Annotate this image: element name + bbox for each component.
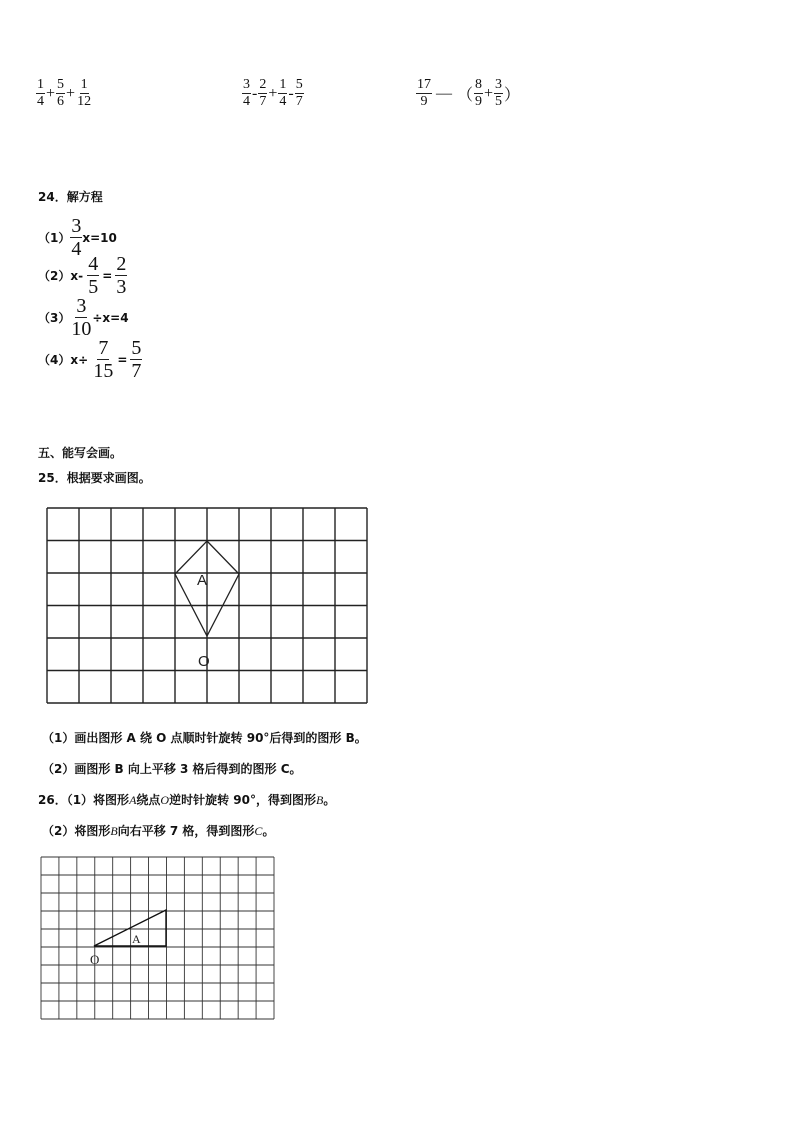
q24-item-2: （2） x- $\frac{4}{5}$ = $\frac{2}{3}$ <box>38 253 127 298</box>
q25-sub1: （1）画出图形 A 绕 O 点顺时针旋转 90°后得到的图形 B。 <box>42 731 367 745</box>
fraction: $\frac{5}{6}$ <box>57 77 65 109</box>
q24-item-3: （3） $\frac{3}{10}$ ÷x=4 <box>38 295 129 340</box>
q26-line2: （2）将图形B向右平移 7 格，得到图形C。 <box>42 824 275 838</box>
q25-sub2: （2）画图形 B 向上平移 3 格后得到的图形 C。 <box>42 762 302 776</box>
fraction: $\frac{3}{5}$ <box>495 77 503 109</box>
section5-title: 五、能写会画。 <box>38 446 123 460</box>
q24-item-1: （1） $\frac{3}{4}$ x=10 <box>38 215 117 260</box>
q25-title: 25．根据要求画图。 <box>38 471 151 485</box>
fraction: $\frac{3}{4}$ <box>243 77 250 109</box>
figure-a-triangle <box>94 910 166 946</box>
q26-grid <box>40 856 276 1022</box>
fraction: $\frac{7}{15}$ <box>93 337 114 382</box>
fraction: $\frac{1}{4}$ <box>37 77 44 109</box>
fraction: $\frac{8}{9}$ <box>475 77 483 109</box>
fraction: $\frac{3}{4}$ <box>71 215 82 260</box>
fraction: $\frac{17}{9}$ <box>417 77 431 109</box>
q24-item-4: （4） x÷ $\frac{7}{15}$ = $\frac{5}{7}$ <box>38 337 142 382</box>
label-o: O <box>90 952 100 967</box>
label-o: O <box>198 653 210 670</box>
fraction: $\frac{2}{7}$ <box>259 77 267 109</box>
fraction: $\frac{4}{5}$ <box>88 253 99 298</box>
calc-expr-2: $\frac{3}{4}$ - $\frac{2}{7}$ + $\frac{1}{4}$ - $\frac{5}{7}$ <box>243 77 303 109</box>
q25-grid <box>46 500 370 706</box>
fraction: $\frac{1}{12}$ <box>77 77 92 109</box>
label-a: A <box>197 572 208 589</box>
q26-line1: 26．（1）将图形A绕点O逆时针旋转 90°，得到图形B。 <box>38 793 336 807</box>
calc-expr-3: $\frac{17}{9}$ — （ $\frac{8}{9}$ + $\frac{3}{5}$ ） <box>417 77 521 109</box>
label-a: A <box>132 932 141 946</box>
fraction: $\frac{3}{10}$ <box>71 295 92 340</box>
fraction: $\frac{5}{7}$ <box>131 337 142 382</box>
calc-expr-1: $\frac{1}{4}$ + $\frac{5}{6}$ + $\frac{1}{12}$ <box>37 77 92 109</box>
q24-title: 24．解方程 <box>38 190 103 204</box>
fraction: $\frac{2}{3}$ <box>116 253 127 298</box>
fraction: $\frac{1}{4}$ <box>279 77 287 109</box>
fraction: $\frac{5}{7}$ <box>295 77 303 109</box>
